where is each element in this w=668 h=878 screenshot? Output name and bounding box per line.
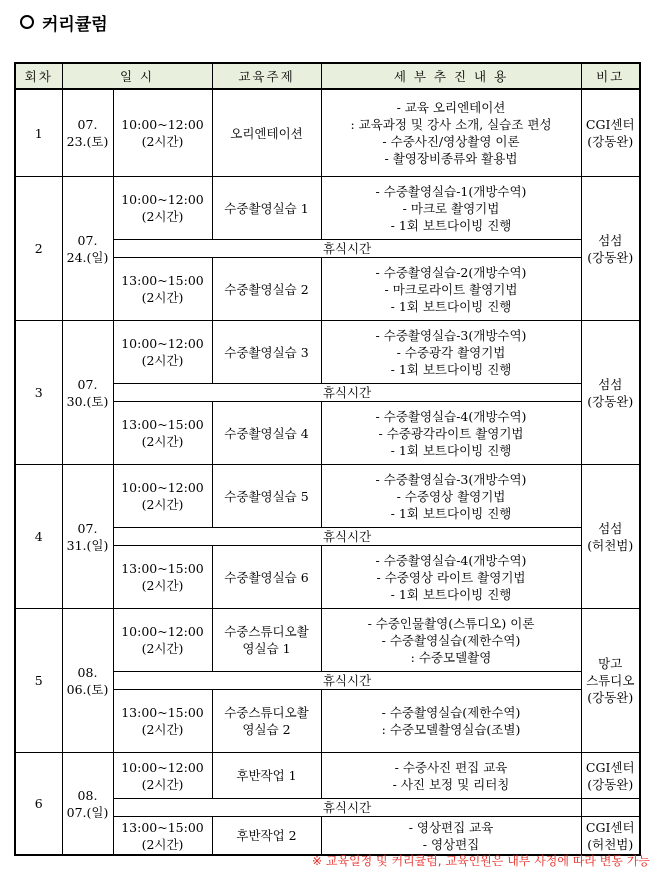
- time-cell: [113, 89, 212, 177]
- topic-cell: [212, 177, 321, 240]
- note-line: 망고: [598, 656, 623, 671]
- detail-cell: [321, 258, 581, 321]
- time-line: (2시간): [141, 836, 184, 852]
- header-round: 회차: [15, 63, 62, 89]
- date-line: 08.: [77, 787, 98, 803]
- detail-cell: [321, 89, 581, 177]
- time-line: 10:00~12:00: [121, 192, 204, 207]
- time-cell: [113, 258, 212, 321]
- detail-cell: [321, 753, 581, 799]
- note-line: (강동완): [587, 134, 634, 149]
- topic-line: 수중촬영실습 2: [224, 281, 309, 297]
- note-line: CGI센터: [585, 759, 635, 775]
- circle-bullet-icon: [20, 15, 34, 29]
- rest-cell: 휴식시간: [113, 799, 581, 817]
- time-cell: [113, 690, 212, 753]
- rest-cell: 휴식시간: [113, 384, 581, 402]
- note-cell: [581, 177, 640, 321]
- time-line: 13:00~15:00: [121, 705, 204, 720]
- topic-cell: [212, 321, 321, 384]
- time-line: 10:00~12:00: [121, 480, 204, 495]
- note-line: (허천범): [587, 537, 634, 553]
- date-line: 08.: [77, 664, 98, 680]
- date-cell: [62, 609, 113, 753]
- round-cell: 2: [15, 177, 62, 321]
- time-line: 10:00~12:00: [121, 336, 204, 351]
- detail-line: - 수중촬영실습-1(개방수역): [375, 183, 527, 199]
- rest-cell: 휴식시간: [113, 240, 581, 258]
- page-title: 커리큘럼: [20, 10, 108, 35]
- date-line: 07.: [77, 232, 98, 248]
- time-cell: [113, 546, 212, 609]
- detail-cell: [321, 609, 581, 672]
- footer-notice: ※ 교육일정 및 커리큘럼, 교육인원은 내부 사정에 따라 변동 가능: [311, 854, 650, 868]
- topic-cell: [212, 546, 321, 609]
- date-cell: [62, 753, 113, 856]
- topic-cell: [212, 690, 321, 753]
- detail-cell: [321, 546, 581, 609]
- time-line: (2시간): [141, 134, 184, 149]
- rest-cell: 휴식시간: [113, 672, 581, 690]
- detail-line: - 수중촬영실습-4(개방수역): [375, 552, 527, 568]
- time-line: 13:00~15:00: [121, 561, 204, 576]
- date-cell: [62, 177, 113, 321]
- note-cell: [581, 321, 640, 465]
- detail-line: - 수중사진/영상촬영 이론: [382, 134, 520, 149]
- note-cell: [581, 753, 640, 799]
- detail-line: - 영상편집 교육: [408, 819, 494, 835]
- topic-line: 수중촬영실습 3: [224, 344, 309, 360]
- time-line: (2시간): [141, 209, 184, 224]
- date-line: 07.: [77, 376, 98, 392]
- round-cell: 3: [15, 321, 62, 465]
- note-line: 섬섬: [598, 520, 623, 536]
- detail-cell: [321, 321, 581, 384]
- session-row: [15, 609, 640, 672]
- time-cell: [113, 321, 212, 384]
- curriculum-table: [14, 62, 641, 856]
- detail-line: - 수중촬영실습-2(개방수역): [375, 264, 527, 280]
- note-cell: [581, 89, 640, 177]
- time-line: (2시간): [141, 776, 184, 792]
- detail-line: - 1회 보트다이빙 진행: [390, 442, 512, 458]
- topic-cell: [212, 753, 321, 799]
- detail-line: - 1회 보트다이빙 진행: [390, 298, 512, 314]
- detail-line: - 수중영상 라이트 촬영기법: [376, 569, 526, 585]
- header-date: 일 시: [62, 63, 212, 89]
- note-line: CGI센터: [585, 819, 635, 835]
- date-cell: [62, 321, 113, 465]
- date-cell: [62, 89, 113, 177]
- time-line: (2시간): [141, 290, 184, 305]
- topic-line: 수중촬영실습 5: [224, 488, 309, 504]
- detail-line: - 촬영장비종류와 활용법: [384, 151, 518, 166]
- time-line: 10:00~12:00: [121, 117, 204, 132]
- detail-line: - 수중촬영실습-4(개방수역): [375, 408, 527, 424]
- detail-cell: [321, 817, 581, 856]
- session-row: [15, 465, 640, 528]
- detail-cell: [321, 690, 581, 753]
- topic-line: 후반작업 1: [236, 768, 297, 783]
- note-cell: [581, 817, 640, 856]
- note-line: (강동완): [587, 393, 634, 409]
- header-detail: 세 부 추 진 내 용: [321, 63, 581, 89]
- detail-line: - 마크로 촬영기법: [402, 200, 500, 216]
- time-line: 13:00~15:00: [121, 819, 204, 835]
- time-line: (2시간): [141, 641, 184, 656]
- time-line: 10:00~12:00: [121, 624, 204, 639]
- detail-line: : 수중모델촬영실습(조별): [381, 722, 521, 737]
- header-note: 비고: [581, 63, 640, 89]
- time-line: (2시간): [141, 353, 184, 368]
- header-topic: 교육주제: [212, 63, 321, 89]
- session-row: [15, 177, 640, 240]
- note-line: (강동완): [587, 690, 634, 705]
- date-line: 07.(일): [66, 804, 109, 820]
- time-line: (2시간): [141, 434, 184, 449]
- detail-line: - 수중광각라이트 촬영기법: [378, 425, 524, 441]
- detail-line: - 영상편집: [422, 836, 480, 852]
- detail-line: - 수중촬영실습(제한수역): [381, 705, 521, 720]
- note-cell-empty: [581, 799, 640, 817]
- topic-line: 영실습 1: [242, 641, 291, 656]
- detail-line: - 교육 오리엔테이션: [396, 100, 506, 115]
- topic-line: 수중스튜디오촬: [224, 705, 309, 720]
- time-cell: [113, 402, 212, 465]
- detail-line: - 1회 보트다이빙 진행: [390, 505, 512, 521]
- topic-cell: [212, 609, 321, 672]
- detail-line: - 1회 보트다이빙 진행: [390, 361, 512, 377]
- topic-line: 수중스튜디오촬: [224, 624, 309, 639]
- detail-line: - 마크로라이트 촬영기법: [384, 281, 518, 297]
- time-cell: [113, 753, 212, 799]
- topic-line: 수중촬영실습 4: [224, 425, 309, 441]
- rest-cell: 휴식시간: [113, 528, 581, 546]
- round-cell: 6: [15, 753, 62, 856]
- topic-line: 오리엔테이션: [230, 125, 303, 141]
- detail-line: - 수중촬영실습(제한수역): [381, 632, 521, 648]
- time-cell: [113, 465, 212, 528]
- session-row: [15, 753, 640, 799]
- note-line: (강동완): [587, 249, 634, 265]
- time-line: (2시간): [141, 578, 184, 593]
- detail-line: - 사진 보정 및 리터칭: [392, 776, 510, 792]
- time-line: (2시간): [141, 497, 184, 512]
- date-line: 07.: [77, 520, 98, 536]
- date-cell: [62, 465, 113, 609]
- round-cell: 5: [15, 609, 62, 753]
- note-line: (허천범): [587, 836, 634, 852]
- topic-line: 영실습 2: [242, 722, 291, 737]
- time-cell: [113, 177, 212, 240]
- detail-line: - 1회 보트다이빙 진행: [390, 586, 512, 602]
- time-cell: [113, 817, 212, 856]
- detail-line: - 수중촬영실습-3(개방수역): [375, 471, 527, 487]
- detail-line: - 수중인물촬영(스튜디오) 이론: [367, 615, 535, 631]
- time-line: 13:00~15:00: [121, 417, 204, 432]
- session-row: [15, 89, 640, 177]
- topic-line: 수중촬영실습 1: [224, 200, 309, 216]
- note-line: 섬섬: [598, 232, 623, 248]
- detail-line: : 교육과정 및 강사 소개, 실습조 편성: [350, 117, 552, 132]
- time-line: (2시간): [141, 722, 184, 737]
- time-line: 10:00~12:00: [121, 759, 204, 775]
- note-line: (강동완): [587, 776, 634, 792]
- round-cell: 4: [15, 465, 62, 609]
- date-line: 31.(일): [66, 537, 109, 553]
- date-line: 06.(토): [66, 681, 109, 697]
- detail-line: - 수중사진 편집 교육: [394, 759, 508, 775]
- time-line: 13:00~15:00: [121, 273, 204, 288]
- note-line: CGI센터: [585, 117, 635, 132]
- detail-line: - 1회 보트다이빙 진행: [390, 217, 512, 233]
- topic-cell: [212, 89, 321, 177]
- note-cell: [581, 465, 640, 609]
- detail-line: : 수중모델촬영: [410, 649, 492, 665]
- session-row: [15, 321, 640, 384]
- detail-line: - 수중촬영실습-3(개방수역): [375, 327, 527, 343]
- detail-cell: [321, 402, 581, 465]
- date-line: 30.(토): [66, 393, 109, 409]
- date-line: 23.(토): [66, 134, 109, 149]
- detail-line: - 수중영상 촬영기법: [396, 488, 506, 504]
- topic-cell: [212, 465, 321, 528]
- round-cell: 1: [15, 89, 62, 177]
- topic-line: 수중촬영실습 6: [224, 569, 309, 585]
- detail-cell: [321, 177, 581, 240]
- note-line: 섬섬: [598, 376, 623, 392]
- detail-cell: [321, 465, 581, 528]
- time-cell: [113, 609, 212, 672]
- topic-cell: [212, 258, 321, 321]
- date-line: 24.(일): [66, 249, 109, 265]
- note-cell: [581, 609, 640, 753]
- topic-cell: [212, 402, 321, 465]
- topic-cell: [212, 817, 321, 856]
- header-row: [15, 63, 640, 89]
- topic-line: 후반작업 2: [236, 828, 297, 843]
- detail-line: - 수중광각 촬영기법: [396, 344, 506, 360]
- note-line: 스튜디오: [586, 673, 635, 688]
- date-line: 07.: [77, 117, 98, 132]
